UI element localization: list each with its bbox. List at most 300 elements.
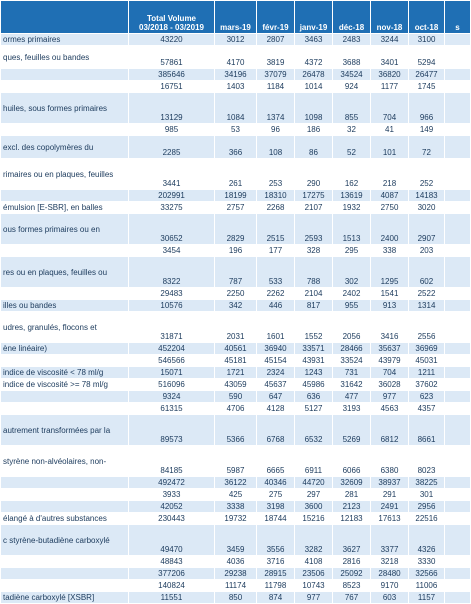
row-month-value <box>445 477 471 489</box>
row-total-volume: 546566 <box>129 355 215 367</box>
header-row <box>1 1 471 34</box>
row-description: indice de viscosité < 78 ml/g <box>1 367 129 379</box>
row-month-value: 3377 <box>371 525 409 556</box>
row-month-value: 647 <box>257 391 295 403</box>
row-month-value: 2757 <box>215 202 257 214</box>
table-row <box>1 214 471 245</box>
row-month-value: 2123 <box>333 501 371 513</box>
row-month-value: 1243 <box>295 367 333 379</box>
row-month-value: 1098 <box>295 93 333 124</box>
row-description <box>1 190 129 202</box>
row-month-value: 297 <box>295 489 333 501</box>
row-month-value: 603 <box>371 592 409 604</box>
row-month-value: 19732 <box>215 513 257 525</box>
row-month-value: 4036 <box>215 556 257 568</box>
row-month-value: 6380 <box>371 446 409 477</box>
row-month-value: 196 <box>215 245 257 257</box>
row-month-value: 43059 <box>215 379 257 391</box>
row-total-volume: 140824 <box>129 580 215 592</box>
row-month-value: 5127 <box>295 403 333 415</box>
row-month-value <box>445 69 471 81</box>
row-month-value: 1184 <box>257 81 295 93</box>
row-month-value: 291 <box>371 489 409 501</box>
row-month-value: 40346 <box>257 477 295 489</box>
row-month-value: 36820 <box>371 69 409 81</box>
row-month-value: 36122 <box>215 477 257 489</box>
row-month-value: 18744 <box>257 513 295 525</box>
row-month-value: 96 <box>257 124 295 136</box>
row-month-value: 1374 <box>257 93 295 124</box>
row-month-value: 6812 <box>371 415 409 446</box>
table-row <box>1 446 471 477</box>
row-month-value: 162 <box>333 159 371 190</box>
row-description <box>1 501 129 513</box>
row-description: élangé à d'autres substances <box>1 513 129 525</box>
row-description <box>1 69 129 81</box>
row-month-value <box>445 580 471 592</box>
row-month-value: 186 <box>295 124 333 136</box>
row-total-volume: 33275 <box>129 202 215 214</box>
row-month-value: 53 <box>215 124 257 136</box>
row-description: styrène non-alvéolaires, non- <box>1 446 129 477</box>
header-month: janv-19 <box>295 1 333 34</box>
row-month-value: 5269 <box>333 415 371 446</box>
row-month-value: 977 <box>295 592 333 604</box>
row-month-value: 3627 <box>333 525 371 556</box>
row-description: illes ou bandes <box>1 300 129 312</box>
row-description <box>1 403 129 415</box>
row-month-value <box>445 245 471 257</box>
table-row <box>1 257 471 288</box>
row-month-value: 3012 <box>215 34 257 46</box>
row-month-value <box>445 355 471 367</box>
row-month-value: 704 <box>371 367 409 379</box>
row-description <box>1 81 129 93</box>
row-month-value: 18199 <box>215 190 257 202</box>
table-row <box>1 81 471 93</box>
row-month-value: 2324 <box>257 367 295 379</box>
row-description: ques, feuilles ou bandes <box>1 46 129 69</box>
row-month-value: 2104 <box>295 288 333 300</box>
row-month-value: 4706 <box>215 403 257 415</box>
row-month-value: 3600 <box>295 501 333 513</box>
row-month-value: 4563 <box>371 403 409 415</box>
row-month-value <box>445 124 471 136</box>
row-total-volume: 15071 <box>129 367 215 379</box>
row-month-value <box>445 202 471 214</box>
table-row <box>1 136 471 159</box>
row-month-value: 18310 <box>257 190 295 202</box>
table-row <box>1 592 471 604</box>
row-month-value: 5366 <box>215 415 257 446</box>
row-description: autrement transformées par la <box>1 415 129 446</box>
row-month-value: 2522 <box>409 288 445 300</box>
row-month-value: 850 <box>215 592 257 604</box>
row-month-value: 34196 <box>215 69 257 81</box>
row-month-value: 281 <box>333 489 371 501</box>
row-description: huiles, sous formes primaires <box>1 93 129 124</box>
row-month-value: 446 <box>257 300 295 312</box>
row-month-value: 261 <box>215 159 257 190</box>
row-description: c styrène-butadiène carboxylé <box>1 525 129 556</box>
row-total-volume: 9324 <box>129 391 215 403</box>
row-month-value: 1014 <box>295 81 333 93</box>
row-total-volume: 16751 <box>129 81 215 93</box>
row-month-value: 72 <box>409 136 445 159</box>
table-row <box>1 343 471 355</box>
row-description: ormes primaires <box>1 34 129 46</box>
row-month-value: 3459 <box>215 525 257 556</box>
row-month-value: 2807 <box>257 34 295 46</box>
row-month-value: 1295 <box>371 257 409 288</box>
row-month-value <box>445 136 471 159</box>
header-month: févr-19 <box>257 1 295 34</box>
table-row <box>1 568 471 580</box>
header-month: oct-18 <box>409 1 445 34</box>
table-row <box>1 190 471 202</box>
row-month-value: 3463 <box>295 34 333 46</box>
row-description <box>1 568 129 580</box>
row-month-value: 108 <box>257 136 295 159</box>
row-month-value: 28480 <box>371 568 409 580</box>
row-month-value: 477 <box>333 391 371 403</box>
row-month-value: 2816 <box>333 556 371 568</box>
row-month-value: 45986 <box>295 379 333 391</box>
row-month-value <box>445 312 471 343</box>
table-row <box>1 46 471 69</box>
row-total-volume: 31871 <box>129 312 215 343</box>
row-month-value: 2829 <box>215 214 257 245</box>
table-row <box>1 580 471 592</box>
row-total-volume: 516096 <box>129 379 215 391</box>
row-description <box>1 489 129 501</box>
table-row <box>1 159 471 190</box>
row-month-value: 28915 <box>257 568 295 580</box>
row-month-value: 731 <box>333 367 371 379</box>
header-total-volume <box>129 1 215 34</box>
table-row <box>1 300 471 312</box>
row-month-value: 290 <box>295 159 333 190</box>
row-month-value: 5987 <box>215 446 257 477</box>
row-total-volume: 42052 <box>129 501 215 513</box>
row-month-value: 32 <box>333 124 371 136</box>
row-month-value: 2031 <box>215 312 257 343</box>
row-month-value: 29238 <box>215 568 257 580</box>
table-row <box>1 415 471 446</box>
row-month-value: 52 <box>333 136 371 159</box>
row-month-value: 302 <box>333 257 371 288</box>
row-total-volume: 43220 <box>129 34 215 46</box>
row-month-value: 10743 <box>295 580 333 592</box>
row-month-value: 41 <box>371 124 409 136</box>
row-month-value <box>445 513 471 525</box>
row-total-volume: 29483 <box>129 288 215 300</box>
row-month-value: 13619 <box>333 190 371 202</box>
row-month-value: 3244 <box>371 34 409 46</box>
row-month-value: 3198 <box>257 501 295 513</box>
row-month-value <box>445 300 471 312</box>
row-total-volume: 385646 <box>129 69 215 81</box>
row-month-value: 218 <box>371 159 409 190</box>
row-month-value: 6665 <box>257 446 295 477</box>
row-description: émulsion [E-SBR], en balles <box>1 202 129 214</box>
row-month-value: 37602 <box>409 379 445 391</box>
row-month-value: 253 <box>257 159 295 190</box>
row-total-volume: 3933 <box>129 489 215 501</box>
row-month-value: 45154 <box>257 355 295 367</box>
row-month-value: 1745 <box>409 81 445 93</box>
row-total-volume: 30652 <box>129 214 215 245</box>
row-month-value: 1552 <box>295 312 333 343</box>
row-month-value: 1211 <box>409 367 445 379</box>
row-total-volume: 452204 <box>129 343 215 355</box>
table-row <box>1 93 471 124</box>
header-description <box>1 1 129 34</box>
row-month-value <box>445 159 471 190</box>
row-description <box>1 355 129 367</box>
row-month-value: 35637 <box>371 343 409 355</box>
row-month-value <box>445 592 471 604</box>
header-month: s <box>445 1 471 34</box>
row-month-value: 45031 <box>409 355 445 367</box>
table-row <box>1 556 471 568</box>
row-total-volume: 89573 <box>129 415 215 446</box>
row-month-value: 38937 <box>371 477 409 489</box>
row-total-volume: 2285 <box>129 136 215 159</box>
row-month-value <box>445 403 471 415</box>
row-month-value: 1932 <box>333 202 371 214</box>
row-month-value: 338 <box>371 245 409 257</box>
row-month-value: 3819 <box>257 46 295 69</box>
table-row <box>1 124 471 136</box>
row-description: udres, granulés, flocons et <box>1 312 129 343</box>
row-month-value: 43979 <box>371 355 409 367</box>
row-month-value: 1403 <box>215 81 257 93</box>
row-month-value <box>445 391 471 403</box>
row-month-value: 101 <box>371 136 409 159</box>
row-month-value: 203 <box>409 245 445 257</box>
row-description: rimaires ou en plaques, feuilles <box>1 159 129 190</box>
row-month-value: 1177 <box>371 81 409 93</box>
row-month-value: 38225 <box>409 477 445 489</box>
row-month-value: 32609 <box>333 477 371 489</box>
row-month-value: 6532 <box>295 415 333 446</box>
row-month-value: 275 <box>257 489 295 501</box>
header-month: déc-18 <box>333 1 371 34</box>
row-month-value: 2556 <box>409 312 445 343</box>
row-month-value: 11798 <box>257 580 295 592</box>
row-total-volume: 230443 <box>129 513 215 525</box>
row-month-value: 767 <box>333 592 371 604</box>
row-month-value <box>445 556 471 568</box>
row-total-volume: 8322 <box>129 257 215 288</box>
table-row <box>1 379 471 391</box>
row-month-value: 45637 <box>257 379 295 391</box>
row-month-value <box>445 257 471 288</box>
row-month-value: 3338 <box>215 501 257 513</box>
row-total-volume: 84185 <box>129 446 215 477</box>
row-month-value: 3401 <box>371 46 409 69</box>
table-row <box>1 288 471 300</box>
row-month-value: 366 <box>215 136 257 159</box>
row-month-value <box>445 214 471 245</box>
row-month-value: 1721 <box>215 367 257 379</box>
header-total-line2: 03/2018 - 03/2019 <box>139 23 204 32</box>
row-month-value: 2250 <box>215 288 257 300</box>
row-month-value: 33571 <box>295 343 333 355</box>
row-total-volume: 49470 <box>129 525 215 556</box>
row-month-value: 636 <box>295 391 333 403</box>
row-month-value: 1601 <box>257 312 295 343</box>
row-month-value: 149 <box>409 124 445 136</box>
row-month-value: 3716 <box>257 556 295 568</box>
row-month-value: 328 <box>295 245 333 257</box>
header-month: mars-19 <box>215 1 257 34</box>
row-month-value: 855 <box>333 93 371 124</box>
table-row <box>1 403 471 415</box>
row-total-volume: 10576 <box>129 300 215 312</box>
row-month-value <box>445 446 471 477</box>
header-month: nov-18 <box>371 1 409 34</box>
row-month-value: 2056 <box>333 312 371 343</box>
row-month-value: 301 <box>409 489 445 501</box>
row-month-value: 3556 <box>257 525 295 556</box>
row-month-value <box>445 190 471 202</box>
row-total-volume: 3441 <box>129 159 215 190</box>
row-month-value: 874 <box>257 592 295 604</box>
row-month-value: 8523 <box>333 580 371 592</box>
row-month-value: 2268 <box>257 202 295 214</box>
row-month-value: 4170 <box>215 46 257 69</box>
row-total-volume: 61315 <box>129 403 215 415</box>
row-month-value: 913 <box>371 300 409 312</box>
row-month-value: 2907 <box>409 214 445 245</box>
table-row <box>1 367 471 379</box>
row-month-value: 33524 <box>333 355 371 367</box>
table-row <box>1 245 471 257</box>
row-total-volume: 377206 <box>129 568 215 580</box>
row-month-value: 2107 <box>295 202 333 214</box>
table-row <box>1 501 471 513</box>
row-month-value <box>445 489 471 501</box>
row-month-value: 28466 <box>333 343 371 355</box>
row-month-value <box>445 367 471 379</box>
row-month-value: 9170 <box>371 580 409 592</box>
row-month-value: 25092 <box>333 568 371 580</box>
row-month-value: 5294 <box>409 46 445 69</box>
row-month-value: 15216 <box>295 513 333 525</box>
row-month-value: 342 <box>215 300 257 312</box>
row-month-value: 4087 <box>371 190 409 202</box>
row-month-value: 787 <box>215 257 257 288</box>
row-month-value: 4108 <box>295 556 333 568</box>
row-month-value <box>445 568 471 580</box>
row-description <box>1 556 129 568</box>
row-total-volume: 11551 <box>129 592 215 604</box>
row-month-value: 8023 <box>409 446 445 477</box>
row-month-value: 425 <box>215 489 257 501</box>
row-month-value: 1314 <box>409 300 445 312</box>
row-month-value: 590 <box>215 391 257 403</box>
row-month-value: 36940 <box>257 343 295 355</box>
row-month-value: 977 <box>371 391 409 403</box>
row-month-value <box>445 93 471 124</box>
row-month-value: 1084 <box>215 93 257 124</box>
row-month-value: 924 <box>333 81 371 93</box>
row-total-volume: 3454 <box>129 245 215 257</box>
row-month-value: 4372 <box>295 46 333 69</box>
table-row <box>1 489 471 501</box>
row-month-value: 12183 <box>333 513 371 525</box>
row-description <box>1 124 129 136</box>
table-row <box>1 355 471 367</box>
row-description: ène linéaire) <box>1 343 129 355</box>
row-month-value: 11006 <box>409 580 445 592</box>
row-month-value: 177 <box>257 245 295 257</box>
row-month-value: 4128 <box>257 403 295 415</box>
row-month-value: 11174 <box>215 580 257 592</box>
row-total-volume: 48843 <box>129 556 215 568</box>
row-month-value: 788 <box>295 257 333 288</box>
row-month-value: 2593 <box>295 214 333 245</box>
row-month-value: 36028 <box>371 379 409 391</box>
row-month-value: 6911 <box>295 446 333 477</box>
row-month-value: 4357 <box>409 403 445 415</box>
row-month-value: 6066 <box>333 446 371 477</box>
row-description: ous formes primaires ou en <box>1 214 129 245</box>
row-month-value: 533 <box>257 257 295 288</box>
row-month-value: 6768 <box>257 415 295 446</box>
row-month-value <box>445 379 471 391</box>
row-month-value <box>445 288 471 300</box>
row-month-value: 252 <box>409 159 445 190</box>
table-row <box>1 525 471 556</box>
row-month-value: 955 <box>333 300 371 312</box>
table-row <box>1 69 471 81</box>
row-month-value: 36969 <box>409 343 445 355</box>
table-row <box>1 312 471 343</box>
row-month-value: 86 <box>295 136 333 159</box>
table-row <box>1 34 471 46</box>
table-row <box>1 513 471 525</box>
row-month-value: 26478 <box>295 69 333 81</box>
row-month-value: 3330 <box>409 556 445 568</box>
table-row <box>1 477 471 489</box>
row-month-value: 2483 <box>333 34 371 46</box>
table-body <box>1 34 471 604</box>
row-month-value: 34524 <box>333 69 371 81</box>
row-month-value <box>445 46 471 69</box>
row-month-value <box>445 34 471 46</box>
row-month-value: 4326 <box>409 525 445 556</box>
row-total-volume: 202991 <box>129 190 215 202</box>
row-month-value: 8661 <box>409 415 445 446</box>
row-month-value: 602 <box>409 257 445 288</box>
row-total-volume: 492472 <box>129 477 215 489</box>
row-month-value: 23506 <box>295 568 333 580</box>
row-description: indice de viscosité >= 78 ml/g <box>1 379 129 391</box>
row-month-value: 1513 <box>333 214 371 245</box>
row-month-value: 45181 <box>215 355 257 367</box>
row-month-value: 817 <box>295 300 333 312</box>
row-month-value: 44720 <box>295 477 333 489</box>
row-description: tadiène carboxylé [XSBR] <box>1 592 129 604</box>
row-month-value: 26477 <box>409 69 445 81</box>
header-total-line1: Total Volume <box>146 14 197 23</box>
row-month-value: 3193 <box>333 403 371 415</box>
row-month-value: 1157 <box>409 592 445 604</box>
row-description: res ou en plaques, feuilles ou <box>1 257 129 288</box>
